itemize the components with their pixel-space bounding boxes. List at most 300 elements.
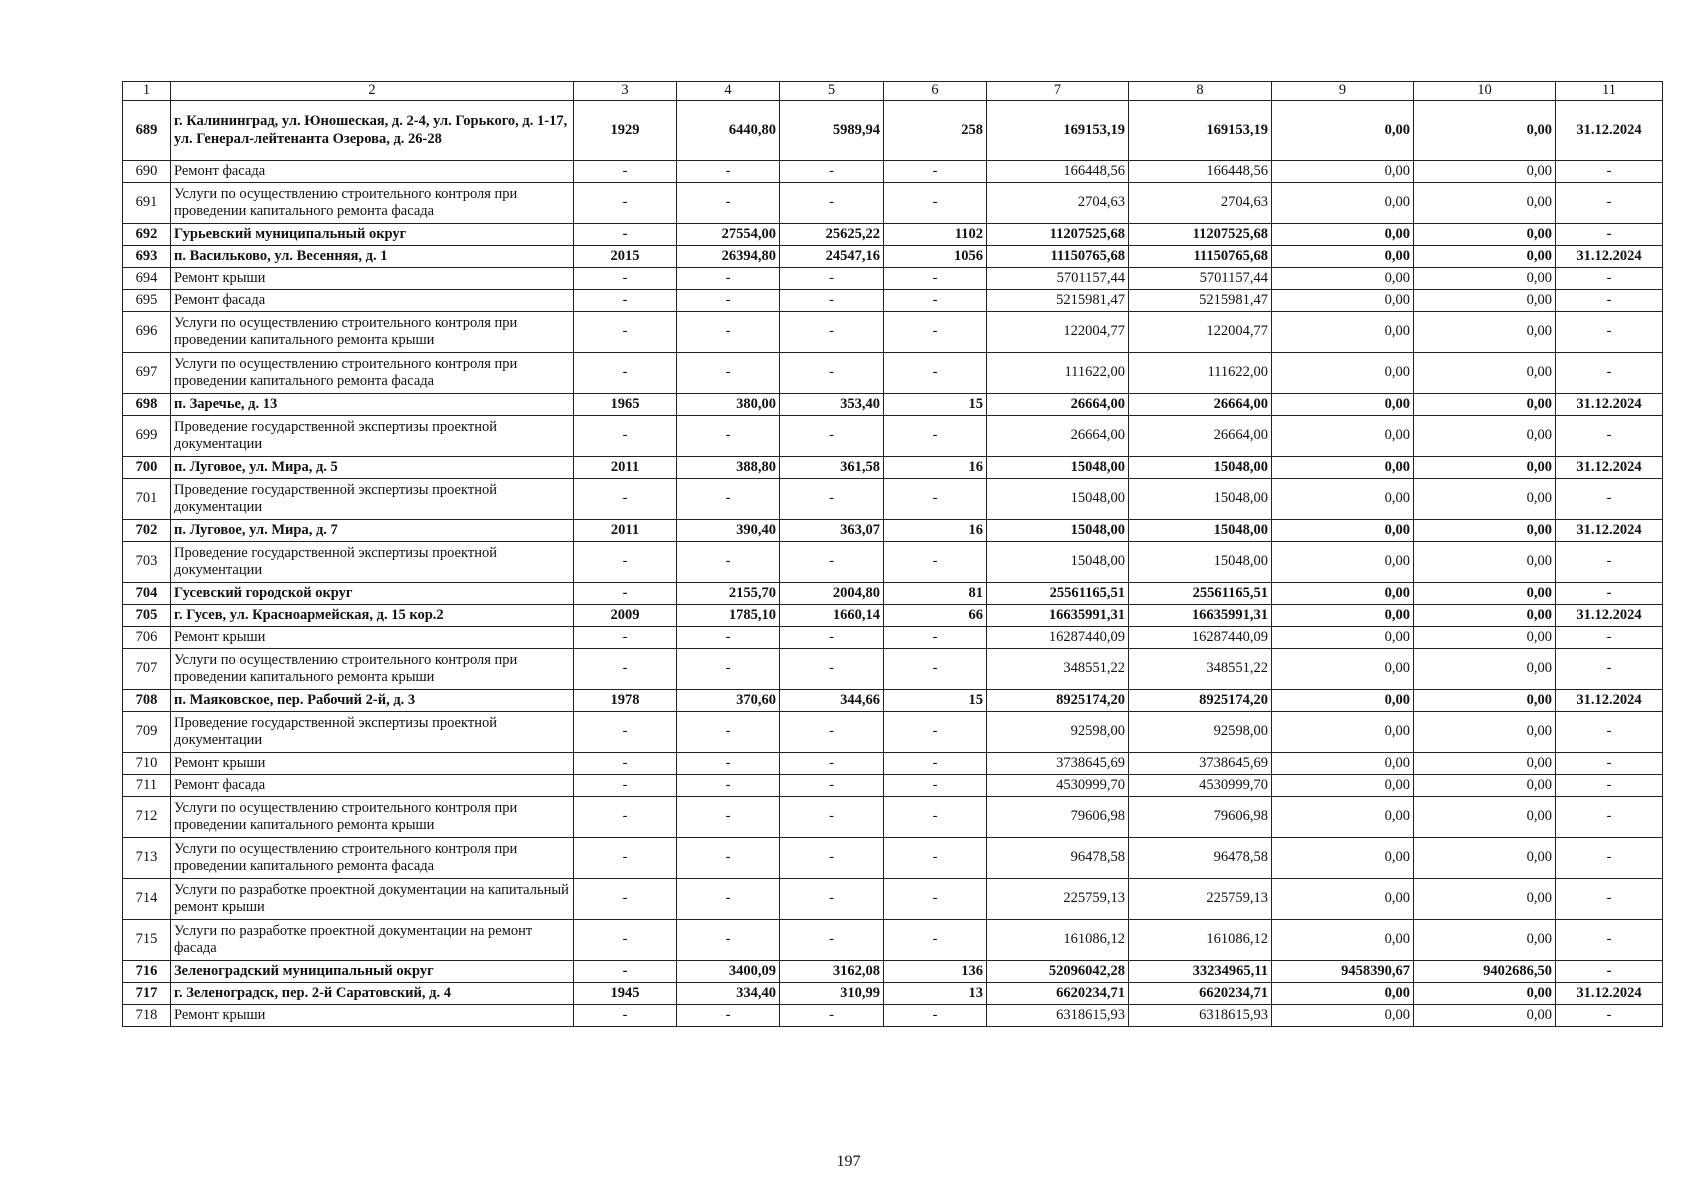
table-row xyxy=(123,394,1663,416)
item-name: Услуги по осуществлению строительного контроля при проведении капитального ремонта фасада xyxy=(171,183,574,224)
area-living-cell: 1660,14 xyxy=(780,605,884,627)
area-total-cell: 2155,70 xyxy=(677,583,780,605)
item-name: Ремонт крыши xyxy=(171,753,574,775)
cost-local-cell: 0,00 xyxy=(1414,649,1556,690)
cost-local-cell: 0,00 xyxy=(1414,268,1556,290)
column-number-4: 4 xyxy=(677,82,780,101)
year-cell: - xyxy=(574,290,677,312)
item-name: Проведение государственной экспертизы проектной документации xyxy=(171,712,574,753)
table-row xyxy=(123,183,1663,224)
area-living-cell: - xyxy=(780,290,884,312)
cost-fund-cell: 25561165,51 xyxy=(1129,583,1272,605)
area-total-cell: - xyxy=(677,753,780,775)
cost-regional-cell: 0,00 xyxy=(1272,583,1414,605)
table-row xyxy=(123,101,1663,161)
residents-cell: 81 xyxy=(884,583,987,605)
area-total-cell: 388,80 xyxy=(677,457,780,479)
completion-date-cell: - xyxy=(1556,542,1663,583)
completion-date-cell: 31.12.2024 xyxy=(1556,690,1663,712)
year-cell: - xyxy=(574,797,677,838)
cost-local-cell: 0,00 xyxy=(1414,605,1556,627)
area-living-cell: - xyxy=(780,627,884,649)
year-cell: 2009 xyxy=(574,605,677,627)
table-row xyxy=(123,983,1663,1005)
cost-fund-cell: 122004,77 xyxy=(1129,312,1272,353)
cost-regional-cell: 0,00 xyxy=(1272,690,1414,712)
residents-cell: - xyxy=(884,416,987,457)
cost-local-cell: 0,00 xyxy=(1414,879,1556,920)
item-name: Услуги по разработке проектной документации на ремонт фасада xyxy=(171,920,574,961)
cost-fund-cell: 2704,63 xyxy=(1129,183,1272,224)
cost-fund-cell: 15048,00 xyxy=(1129,542,1272,583)
area-living-cell: 361,58 xyxy=(780,457,884,479)
area-living-cell: - xyxy=(780,268,884,290)
cost-regional-cell: 0,00 xyxy=(1272,649,1414,690)
area-total-cell: - xyxy=(677,838,780,879)
item-name: Услуги по осуществлению строительного контроля при проведении капитального ремонта фасада xyxy=(171,838,574,879)
row-number: 693 xyxy=(123,246,171,268)
year-cell: - xyxy=(574,583,677,605)
cost-regional-cell: 0,00 xyxy=(1272,753,1414,775)
cost-local-cell: 0,00 xyxy=(1414,542,1556,583)
cost-local-cell: 0,00 xyxy=(1414,712,1556,753)
area-living-cell: - xyxy=(780,479,884,520)
cost-fund-cell: 161086,12 xyxy=(1129,920,1272,961)
row-number: 700 xyxy=(123,457,171,479)
area-living-cell: 5989,94 xyxy=(780,101,884,161)
table-row xyxy=(123,753,1663,775)
item-name: Ремонт фасада xyxy=(171,290,574,312)
cost-regional-cell: 0,00 xyxy=(1272,879,1414,920)
column-number-header-row xyxy=(123,82,1663,101)
year-cell: - xyxy=(574,627,677,649)
completion-date-cell: - xyxy=(1556,775,1663,797)
item-name: Ремонт фасада xyxy=(171,161,574,183)
cost-regional-cell: 0,00 xyxy=(1272,627,1414,649)
cost-total-cell: 6620234,71 xyxy=(987,983,1129,1005)
table-row xyxy=(123,712,1663,753)
cost-regional-cell: 0,00 xyxy=(1272,246,1414,268)
residents-cell: 1102 xyxy=(884,224,987,246)
cost-regional-cell: 0,00 xyxy=(1272,838,1414,879)
table-row xyxy=(123,353,1663,394)
residents-cell: 13 xyxy=(884,983,987,1005)
item-name: г. Зеленоградск, пер. 2-й Саратовский, д. 4 xyxy=(171,983,574,1005)
cost-fund-cell: 3738645,69 xyxy=(1129,753,1272,775)
completion-date-cell: - xyxy=(1556,712,1663,753)
cost-total-cell: 111622,00 xyxy=(987,353,1129,394)
cost-fund-cell: 111622,00 xyxy=(1129,353,1272,394)
row-number: 703 xyxy=(123,542,171,583)
area-living-cell: - xyxy=(780,753,884,775)
residents-cell: 15 xyxy=(884,690,987,712)
cost-local-cell: 0,00 xyxy=(1414,479,1556,520)
area-living-cell: - xyxy=(780,712,884,753)
cost-regional-cell: 0,00 xyxy=(1272,416,1414,457)
cost-fund-cell: 6620234,71 xyxy=(1129,983,1272,1005)
area-living-cell: - xyxy=(780,183,884,224)
cost-local-cell: 0,00 xyxy=(1414,920,1556,961)
cost-regional-cell: 0,00 xyxy=(1272,775,1414,797)
row-number: 696 xyxy=(123,312,171,353)
residents-cell: 136 xyxy=(884,961,987,983)
residents-cell: 1056 xyxy=(884,246,987,268)
residents-cell: - xyxy=(884,797,987,838)
completion-date-cell: - xyxy=(1556,583,1663,605)
cost-regional-cell: 0,00 xyxy=(1272,712,1414,753)
area-living-cell: - xyxy=(780,161,884,183)
area-total-cell: - xyxy=(677,290,780,312)
cost-local-cell: 0,00 xyxy=(1414,312,1556,353)
cost-total-cell: 5215981,47 xyxy=(987,290,1129,312)
column-number-11: 11 xyxy=(1556,82,1663,101)
completion-date-cell: - xyxy=(1556,961,1663,983)
row-number: 704 xyxy=(123,583,171,605)
cost-fund-cell: 169153,19 xyxy=(1129,101,1272,161)
area-living-cell: - xyxy=(780,775,884,797)
cost-local-cell: 0,00 xyxy=(1414,183,1556,224)
year-cell: - xyxy=(574,879,677,920)
area-total-cell: 27554,00 xyxy=(677,224,780,246)
table-row xyxy=(123,290,1663,312)
item-name: Ремонт крыши xyxy=(171,268,574,290)
cost-local-cell: 0,00 xyxy=(1414,290,1556,312)
cost-fund-cell: 15048,00 xyxy=(1129,479,1272,520)
page-number: 197 xyxy=(836,1153,861,1170)
item-name: Услуги по осуществлению строительного контроля при проведении капитального ремонта фасада xyxy=(171,353,574,394)
area-total-cell: - xyxy=(677,879,780,920)
column-number-7: 7 xyxy=(987,82,1129,101)
row-number: 709 xyxy=(123,712,171,753)
residents-cell: - xyxy=(884,627,987,649)
item-name: Услуги по осуществлению строительного контроля при проведении капитального ремонта крыши xyxy=(171,312,574,353)
completion-date-cell: - xyxy=(1556,797,1663,838)
area-living-cell: 363,07 xyxy=(780,520,884,542)
cost-regional-cell: 0,00 xyxy=(1272,479,1414,520)
cost-regional-cell: 0,00 xyxy=(1272,983,1414,1005)
row-number: 707 xyxy=(123,649,171,690)
year-cell: - xyxy=(574,161,677,183)
cost-total-cell: 8925174,20 xyxy=(987,690,1129,712)
cost-fund-cell: 15048,00 xyxy=(1129,520,1272,542)
completion-date-cell: - xyxy=(1556,920,1663,961)
area-total-cell: - xyxy=(677,479,780,520)
cost-total-cell: 11150765,68 xyxy=(987,246,1129,268)
year-cell: 2011 xyxy=(574,457,677,479)
completion-date-cell: - xyxy=(1556,268,1663,290)
cost-total-cell: 16635991,31 xyxy=(987,605,1129,627)
cost-total-cell: 2704,63 xyxy=(987,183,1129,224)
year-cell: - xyxy=(574,183,677,224)
table-row xyxy=(123,1005,1663,1027)
item-name: г. Гусев, ул. Красноармейская, д. 15 кор.2 xyxy=(171,605,574,627)
area-living-cell: - xyxy=(780,542,884,583)
area-living-cell: - xyxy=(780,879,884,920)
area-total-cell: - xyxy=(677,627,780,649)
cost-local-cell: 9402686,50 xyxy=(1414,961,1556,983)
residents-cell: 16 xyxy=(884,457,987,479)
cost-total-cell: 15048,00 xyxy=(987,479,1129,520)
residents-cell: 66 xyxy=(884,605,987,627)
area-living-cell: - xyxy=(780,797,884,838)
table-row xyxy=(123,246,1663,268)
completion-date-cell: 31.12.2024 xyxy=(1556,246,1663,268)
cost-fund-cell: 6318615,93 xyxy=(1129,1005,1272,1027)
residents-cell: - xyxy=(884,479,987,520)
year-cell: - xyxy=(574,542,677,583)
completion-date-cell: - xyxy=(1556,879,1663,920)
cost-regional-cell: 0,00 xyxy=(1272,520,1414,542)
table-row xyxy=(123,542,1663,583)
area-total-cell: - xyxy=(677,920,780,961)
area-living-cell: 3162,08 xyxy=(780,961,884,983)
cost-regional-cell: 0,00 xyxy=(1272,312,1414,353)
table-row xyxy=(123,268,1663,290)
area-total-cell: - xyxy=(677,542,780,583)
residents-cell: - xyxy=(884,268,987,290)
area-total-cell: - xyxy=(677,649,780,690)
cost-local-cell: 0,00 xyxy=(1414,457,1556,479)
cost-local-cell: 0,00 xyxy=(1414,520,1556,542)
table-row xyxy=(123,479,1663,520)
cost-total-cell: 15048,00 xyxy=(987,457,1129,479)
completion-date-cell: 31.12.2024 xyxy=(1556,983,1663,1005)
cost-total-cell: 161086,12 xyxy=(987,920,1129,961)
cost-regional-cell: 9458390,67 xyxy=(1272,961,1414,983)
area-total-cell: - xyxy=(677,161,780,183)
column-number-8: 8 xyxy=(1129,82,1272,101)
cost-regional-cell: 0,00 xyxy=(1272,353,1414,394)
cost-total-cell: 96478,58 xyxy=(987,838,1129,879)
cost-total-cell: 26664,00 xyxy=(987,416,1129,457)
data-table xyxy=(122,81,1663,1027)
item-name: Услуги по осуществлению строительного контроля при проведении капитального ремонта крыши xyxy=(171,649,574,690)
area-living-cell: 25625,22 xyxy=(780,224,884,246)
year-cell: - xyxy=(574,920,677,961)
cost-regional-cell: 0,00 xyxy=(1272,290,1414,312)
cost-local-cell: 0,00 xyxy=(1414,838,1556,879)
completion-date-cell: - xyxy=(1556,183,1663,224)
cost-regional-cell: 0,00 xyxy=(1272,394,1414,416)
cost-total-cell: 4530999,70 xyxy=(987,775,1129,797)
cost-regional-cell: 0,00 xyxy=(1272,161,1414,183)
cost-local-cell: 0,00 xyxy=(1414,775,1556,797)
cost-total-cell: 15048,00 xyxy=(987,542,1129,583)
row-number: 715 xyxy=(123,920,171,961)
residents-cell: 16 xyxy=(884,520,987,542)
item-name: Ремонт крыши xyxy=(171,1005,574,1027)
table-row xyxy=(123,583,1663,605)
cost-total-cell: 169153,19 xyxy=(987,101,1129,161)
year-cell: - xyxy=(574,961,677,983)
cost-local-cell: 0,00 xyxy=(1414,246,1556,268)
cost-fund-cell: 225759,13 xyxy=(1129,879,1272,920)
item-name: Ремонт крыши xyxy=(171,627,574,649)
cost-total-cell: 225759,13 xyxy=(987,879,1129,920)
completion-date-cell: - xyxy=(1556,290,1663,312)
cost-local-cell: 0,00 xyxy=(1414,753,1556,775)
area-total-cell: - xyxy=(677,797,780,838)
completion-date-cell: 31.12.2024 xyxy=(1556,457,1663,479)
residents-cell: - xyxy=(884,649,987,690)
table-row xyxy=(123,838,1663,879)
completion-date-cell: - xyxy=(1556,312,1663,353)
area-total-cell: - xyxy=(677,712,780,753)
cost-fund-cell: 8925174,20 xyxy=(1129,690,1272,712)
column-number-5: 5 xyxy=(780,82,884,101)
cost-regional-cell: 0,00 xyxy=(1272,224,1414,246)
year-cell: - xyxy=(574,479,677,520)
completion-date-cell: 31.12.2024 xyxy=(1556,520,1663,542)
cost-total-cell: 3738645,69 xyxy=(987,753,1129,775)
cost-regional-cell: 0,00 xyxy=(1272,605,1414,627)
column-number-3: 3 xyxy=(574,82,677,101)
cost-total-cell: 15048,00 xyxy=(987,520,1129,542)
year-cell: - xyxy=(574,712,677,753)
item-name: Гусевский городской округ xyxy=(171,583,574,605)
row-number: 718 xyxy=(123,1005,171,1027)
row-number: 699 xyxy=(123,416,171,457)
cost-fund-cell: 4530999,70 xyxy=(1129,775,1272,797)
area-living-cell: - xyxy=(780,920,884,961)
cost-total-cell: 122004,77 xyxy=(987,312,1129,353)
table-row xyxy=(123,627,1663,649)
area-living-cell: - xyxy=(780,1005,884,1027)
row-number: 712 xyxy=(123,797,171,838)
cost-total-cell: 52096042,28 xyxy=(987,961,1129,983)
area-total-cell: - xyxy=(677,775,780,797)
item-name: Проведение государственной экспертизы проектной документации xyxy=(171,479,574,520)
table-row xyxy=(123,416,1663,457)
column-number-2: 2 xyxy=(171,82,574,101)
area-living-cell: - xyxy=(780,649,884,690)
item-name: Зеленоградский муниципальный округ xyxy=(171,961,574,983)
cost-regional-cell: 0,00 xyxy=(1272,920,1414,961)
cost-local-cell: 0,00 xyxy=(1414,224,1556,246)
cost-fund-cell: 166448,56 xyxy=(1129,161,1272,183)
cost-local-cell: 0,00 xyxy=(1414,627,1556,649)
area-total-cell: 380,00 xyxy=(677,394,780,416)
year-cell: 1965 xyxy=(574,394,677,416)
area-living-cell: 2004,80 xyxy=(780,583,884,605)
table-row xyxy=(123,161,1663,183)
completion-date-cell: - xyxy=(1556,224,1663,246)
cost-fund-cell: 11207525,68 xyxy=(1129,224,1272,246)
column-number-9: 9 xyxy=(1272,82,1414,101)
cost-fund-cell: 16287440,09 xyxy=(1129,627,1272,649)
cost-regional-cell: 0,00 xyxy=(1272,183,1414,224)
column-number-1: 1 xyxy=(123,82,171,101)
row-number: 695 xyxy=(123,290,171,312)
cost-total-cell: 79606,98 xyxy=(987,797,1129,838)
year-cell: 1978 xyxy=(574,690,677,712)
area-total-cell: - xyxy=(677,353,780,394)
area-total-cell: - xyxy=(677,268,780,290)
cost-fund-cell: 5215981,47 xyxy=(1129,290,1272,312)
cost-total-cell: 26664,00 xyxy=(987,394,1129,416)
cost-local-cell: 0,00 xyxy=(1414,416,1556,457)
item-name: п. Луговое, ул. Мира, д. 5 xyxy=(171,457,574,479)
column-number-6: 6 xyxy=(884,82,987,101)
table-row xyxy=(123,224,1663,246)
cost-regional-cell: 0,00 xyxy=(1272,457,1414,479)
item-name: Гурьевский муниципальный округ xyxy=(171,224,574,246)
cost-fund-cell: 348551,22 xyxy=(1129,649,1272,690)
completion-date-cell: - xyxy=(1556,627,1663,649)
cost-regional-cell: 0,00 xyxy=(1272,101,1414,161)
area-living-cell: 310,99 xyxy=(780,983,884,1005)
row-number: 713 xyxy=(123,838,171,879)
residents-cell: - xyxy=(884,838,987,879)
residents-cell: - xyxy=(884,879,987,920)
cost-local-cell: 0,00 xyxy=(1414,353,1556,394)
cost-fund-cell: 26664,00 xyxy=(1129,416,1272,457)
completion-date-cell: - xyxy=(1556,416,1663,457)
item-name: п. Луговое, ул. Мира, д. 7 xyxy=(171,520,574,542)
table-row xyxy=(123,457,1663,479)
table-row xyxy=(123,920,1663,961)
row-number: 705 xyxy=(123,605,171,627)
table-row xyxy=(123,797,1663,838)
item-name: Услуги по разработке проектной документации на капитальный ремонт крыши xyxy=(171,879,574,920)
year-cell: 1929 xyxy=(574,101,677,161)
table-row xyxy=(123,312,1663,353)
cost-total-cell: 5701157,44 xyxy=(987,268,1129,290)
item-name: п. Васильково, ул. Весенняя, д. 1 xyxy=(171,246,574,268)
cost-fund-cell: 15048,00 xyxy=(1129,457,1272,479)
cost-local-cell: 0,00 xyxy=(1414,690,1556,712)
area-total-cell: - xyxy=(677,416,780,457)
year-cell: 1945 xyxy=(574,983,677,1005)
row-number: 717 xyxy=(123,983,171,1005)
completion-date-cell: 31.12.2024 xyxy=(1556,101,1663,161)
residents-cell: - xyxy=(884,542,987,583)
cost-fund-cell: 92598,00 xyxy=(1129,712,1272,753)
year-cell: - xyxy=(574,1005,677,1027)
cost-total-cell: 348551,22 xyxy=(987,649,1129,690)
year-cell: - xyxy=(574,649,677,690)
row-number: 691 xyxy=(123,183,171,224)
completion-date-cell: - xyxy=(1556,161,1663,183)
item-name: Услуги по осуществлению строительного контроля при проведении капитального ремонта крыши xyxy=(171,797,574,838)
row-number: 706 xyxy=(123,627,171,649)
residents-cell: - xyxy=(884,920,987,961)
item-name: п. Заречье, д. 13 xyxy=(171,394,574,416)
year-cell: - xyxy=(574,838,677,879)
row-number: 701 xyxy=(123,479,171,520)
area-living-cell: 353,40 xyxy=(780,394,884,416)
residents-cell: - xyxy=(884,712,987,753)
cost-fund-cell: 79606,98 xyxy=(1129,797,1272,838)
completion-date-cell: - xyxy=(1556,353,1663,394)
item-name: г. Калининград, ул. Юношеская, д. 2-4, ул. Горького, д. 1-17, ул. Генерал-лейтенанта Озерова, д. 26-28 xyxy=(171,101,574,161)
cost-total-cell: 11207525,68 xyxy=(987,224,1129,246)
row-number: 692 xyxy=(123,224,171,246)
table-row xyxy=(123,520,1663,542)
cost-fund-cell: 16635991,31 xyxy=(1129,605,1272,627)
row-number: 710 xyxy=(123,753,171,775)
cost-local-cell: 0,00 xyxy=(1414,583,1556,605)
cost-total-cell: 92598,00 xyxy=(987,712,1129,753)
row-number: 694 xyxy=(123,268,171,290)
year-cell: - xyxy=(574,224,677,246)
area-living-cell: - xyxy=(780,416,884,457)
year-cell: - xyxy=(574,775,677,797)
completion-date-cell: - xyxy=(1556,838,1663,879)
cost-fund-cell: 26664,00 xyxy=(1129,394,1272,416)
row-number: 698 xyxy=(123,394,171,416)
cost-total-cell: 6318615,93 xyxy=(987,1005,1129,1027)
